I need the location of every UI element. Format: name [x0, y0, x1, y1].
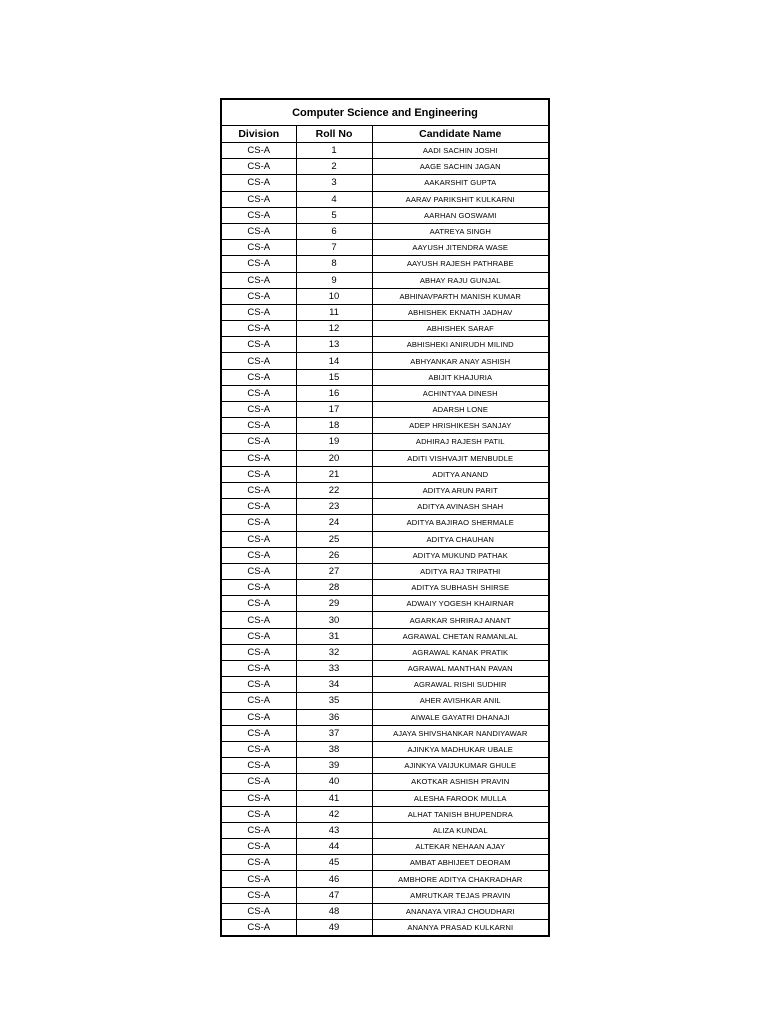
- roll-no-cell: 14: [296, 353, 372, 369]
- candidate-name-cell: ALESHA FAROOK MULLA: [372, 790, 549, 806]
- roll-no-cell: 43: [296, 822, 372, 838]
- candidate-name-cell: ADITYA ARUN PARIT: [372, 482, 549, 498]
- roll-no-cell: 9: [296, 272, 372, 288]
- candidate-name-cell: ABHAY RAJU GUNJAL: [372, 272, 549, 288]
- division-cell: CS-A: [221, 321, 296, 337]
- column-header-division: Division: [221, 126, 296, 143]
- roll-no-cell: 13: [296, 337, 372, 353]
- candidate-name-cell: AJINKYA VAIJUKUMAR GHULE: [372, 758, 549, 774]
- table-row: [221, 531, 549, 547]
- roll-no-cell: 30: [296, 612, 372, 628]
- candidate-name-cell: AGARKAR SHRIRAJ ANANT: [372, 612, 549, 628]
- candidate-name-cell: AAYUSH RAJESH PATHRABE: [372, 256, 549, 272]
- roll-no-cell: 44: [296, 839, 372, 855]
- table-title: Computer Science and Engineering: [221, 99, 549, 126]
- roll-no-cell: 11: [296, 304, 372, 320]
- roll-no-cell: 28: [296, 580, 372, 596]
- candidate-name-cell: AAKARSHIT GUPTA: [372, 175, 549, 191]
- candidate-name-cell: ALIZA KUNDAL: [372, 822, 549, 838]
- roll-no-cell: 18: [296, 418, 372, 434]
- roll-no-cell: 33: [296, 661, 372, 677]
- division-cell: CS-A: [221, 385, 296, 401]
- division-cell: CS-A: [221, 709, 296, 725]
- table-row: [221, 563, 549, 579]
- division-cell: CS-A: [221, 725, 296, 741]
- roll-no-cell: 34: [296, 677, 372, 693]
- division-cell: CS-A: [221, 515, 296, 531]
- candidate-name-cell: AMRUTKAR TEJAS PRAVIN: [372, 887, 549, 903]
- roll-no-cell: 21: [296, 466, 372, 482]
- division-cell: CS-A: [221, 871, 296, 887]
- table-row: [221, 661, 549, 677]
- candidate-name-cell: ABHYANKAR ANAY ASHISH: [372, 353, 549, 369]
- candidate-name-cell: AMBHORE ADITYA CHAKRADHAR: [372, 871, 549, 887]
- division-cell: CS-A: [221, 418, 296, 434]
- roll-no-cell: 37: [296, 725, 372, 741]
- table-header-row: [221, 126, 549, 143]
- division-cell: CS-A: [221, 240, 296, 256]
- roll-no-cell: 10: [296, 288, 372, 304]
- candidate-name-cell: ADITYA CHAUHAN: [372, 531, 549, 547]
- candidate-name-cell: AMBAT ABHIJEET DEORAM: [372, 855, 549, 871]
- candidate-name-cell: ADEP HRISHIKESH SANJAY: [372, 418, 549, 434]
- candidate-name-cell: AAGE SACHIN JAGAN: [372, 159, 549, 175]
- table-row: [221, 806, 549, 822]
- roll-no-cell: 7: [296, 240, 372, 256]
- candidate-name-cell: ADITYA MUKUND PATHAK: [372, 547, 549, 563]
- division-cell: CS-A: [221, 741, 296, 757]
- table-row: [221, 580, 549, 596]
- table-row: [221, 143, 549, 159]
- table-row: [221, 515, 549, 531]
- division-cell: CS-A: [221, 563, 296, 579]
- candidate-name-cell: ABHISHEK SARAF: [372, 321, 549, 337]
- roll-no-cell: 2: [296, 159, 372, 175]
- division-cell: CS-A: [221, 774, 296, 790]
- candidate-name-cell: ADITYA ANAND: [372, 466, 549, 482]
- roll-no-cell: 45: [296, 855, 372, 871]
- division-cell: CS-A: [221, 499, 296, 515]
- roll-no-cell: 22: [296, 482, 372, 498]
- table-row: [221, 175, 549, 191]
- candidate-name-cell: ADITYA SUBHASH SHIRSE: [372, 580, 549, 596]
- division-cell: CS-A: [221, 887, 296, 903]
- roll-no-cell: 8: [296, 256, 372, 272]
- division-cell: CS-A: [221, 644, 296, 660]
- table-body: [221, 143, 549, 937]
- division-cell: CS-A: [221, 628, 296, 644]
- table-row: [221, 774, 549, 790]
- division-cell: CS-A: [221, 903, 296, 919]
- table-row: [221, 644, 549, 660]
- division-cell: CS-A: [221, 806, 296, 822]
- roll-no-cell: 26: [296, 547, 372, 563]
- roll-no-cell: 24: [296, 515, 372, 531]
- table-row: [221, 839, 549, 855]
- roll-no-cell: 42: [296, 806, 372, 822]
- candidate-name-cell: AJAYA SHIVSHANKAR NANDIYAWAR: [372, 725, 549, 741]
- table-row: [221, 790, 549, 806]
- division-cell: CS-A: [221, 839, 296, 855]
- roll-no-cell: 47: [296, 887, 372, 903]
- table-row: [221, 903, 549, 919]
- candidate-name-cell: AGRAWAL RISHI SUDHIR: [372, 677, 549, 693]
- table-row: [221, 418, 549, 434]
- table-row: [221, 191, 549, 207]
- roll-no-cell: 25: [296, 531, 372, 547]
- roll-no-cell: 20: [296, 450, 372, 466]
- candidate-name-cell: ABHISHEKI ANIRUDH MILIND: [372, 337, 549, 353]
- table-row: [221, 321, 549, 337]
- roll-no-cell: 49: [296, 920, 372, 937]
- column-header-candidate-name: Candidate Name: [372, 126, 549, 143]
- candidate-name-cell: ADWAIY YOGESH KHAIRNAR: [372, 596, 549, 612]
- division-cell: CS-A: [221, 256, 296, 272]
- candidate-name-cell: ADARSH LONE: [372, 402, 549, 418]
- candidate-name-cell: ADITYA AVINASH SHAH: [372, 499, 549, 515]
- table-row: [221, 887, 549, 903]
- division-cell: CS-A: [221, 596, 296, 612]
- roll-no-cell: 4: [296, 191, 372, 207]
- table-row: [221, 628, 549, 644]
- roll-no-cell: 6: [296, 223, 372, 239]
- division-cell: CS-A: [221, 547, 296, 563]
- division-cell: CS-A: [221, 402, 296, 418]
- table-row: [221, 855, 549, 871]
- table-row: [221, 596, 549, 612]
- division-cell: CS-A: [221, 434, 296, 450]
- division-cell: CS-A: [221, 223, 296, 239]
- candidate-name-cell: AKOTKAR ASHISH PRAVIN: [372, 774, 549, 790]
- division-cell: CS-A: [221, 143, 296, 159]
- candidate-name-cell: AGRAWAL MANTHAN PAVAN: [372, 661, 549, 677]
- table-row: [221, 758, 549, 774]
- roll-no-cell: 5: [296, 207, 372, 223]
- candidate-name-cell: ACHINTYAA DINESH: [372, 385, 549, 401]
- division-cell: CS-A: [221, 450, 296, 466]
- candidate-name-cell: AJINKYA MADHUKAR UBALE: [372, 741, 549, 757]
- division-cell: CS-A: [221, 920, 296, 937]
- candidate-name-cell: AGRAWAL KANAK PRATIK: [372, 644, 549, 660]
- table-row: [221, 709, 549, 725]
- roll-no-cell: 40: [296, 774, 372, 790]
- candidate-name-cell: AARHAN GOSWAMI: [372, 207, 549, 223]
- roll-no-cell: 39: [296, 758, 372, 774]
- table-row: [221, 272, 549, 288]
- candidate-name-cell: ABHISHEK EKNATH JADHAV: [372, 304, 549, 320]
- table-row: [221, 693, 549, 709]
- division-cell: CS-A: [221, 822, 296, 838]
- candidate-name-cell: ADITYA BAJIRAO SHERMALE: [372, 515, 549, 531]
- table-row: [221, 207, 549, 223]
- division-cell: CS-A: [221, 482, 296, 498]
- table-row: [221, 920, 549, 937]
- table-row: [221, 385, 549, 401]
- candidate-name-cell: ALHAT TANISH BHUPENDRA: [372, 806, 549, 822]
- division-cell: CS-A: [221, 531, 296, 547]
- table-row: [221, 434, 549, 450]
- roll-no-cell: 19: [296, 434, 372, 450]
- roll-no-cell: 1: [296, 143, 372, 159]
- division-cell: CS-A: [221, 191, 296, 207]
- candidate-name-cell: ABIJIT KHAJURIA: [372, 369, 549, 385]
- division-cell: CS-A: [221, 790, 296, 806]
- roll-no-cell: 38: [296, 741, 372, 757]
- roll-no-cell: 32: [296, 644, 372, 660]
- division-cell: CS-A: [221, 758, 296, 774]
- division-cell: CS-A: [221, 466, 296, 482]
- division-cell: CS-A: [221, 304, 296, 320]
- candidate-name-cell: AARAV PARIKSHIT KULKARNI: [372, 191, 549, 207]
- table-row: [221, 353, 549, 369]
- division-cell: CS-A: [221, 612, 296, 628]
- table-row: [221, 223, 549, 239]
- candidate-table: [220, 98, 550, 937]
- division-cell: CS-A: [221, 288, 296, 304]
- table-row: [221, 369, 549, 385]
- roll-no-cell: 16: [296, 385, 372, 401]
- table-row: [221, 871, 549, 887]
- table-row: [221, 741, 549, 757]
- division-cell: CS-A: [221, 175, 296, 191]
- candidate-name-cell: AGRAWAL CHETAN RAMANLAL: [372, 628, 549, 644]
- roll-no-cell: 36: [296, 709, 372, 725]
- division-cell: CS-A: [221, 337, 296, 353]
- candidate-name-cell: AATREYA SINGH: [372, 223, 549, 239]
- table-row: [221, 256, 549, 272]
- division-cell: CS-A: [221, 855, 296, 871]
- table-row: [221, 499, 549, 515]
- division-cell: CS-A: [221, 661, 296, 677]
- roll-no-cell: 35: [296, 693, 372, 709]
- roll-no-cell: 15: [296, 369, 372, 385]
- column-header-roll-no: Roll No: [296, 126, 372, 143]
- table-row: [221, 677, 549, 693]
- roll-no-cell: 12: [296, 321, 372, 337]
- table-row: [221, 159, 549, 175]
- roll-no-cell: 41: [296, 790, 372, 806]
- table-title-row: [221, 99, 549, 126]
- candidate-name-cell: ABHINAVPARTH MANISH KUMAR: [372, 288, 549, 304]
- table-row: [221, 822, 549, 838]
- candidate-name-cell: ADITI VISHVAJIT MENBUDLE: [372, 450, 549, 466]
- candidate-name-cell: AHER AVISHKAR ANIL: [372, 693, 549, 709]
- candidate-name-cell: AADI SACHIN JOSHI: [372, 143, 549, 159]
- division-cell: CS-A: [221, 693, 296, 709]
- roll-no-cell: 3: [296, 175, 372, 191]
- table-row: [221, 612, 549, 628]
- roll-no-cell: 48: [296, 903, 372, 919]
- division-cell: CS-A: [221, 580, 296, 596]
- table-row: [221, 288, 549, 304]
- table-row: [221, 725, 549, 741]
- roll-no-cell: 46: [296, 871, 372, 887]
- roll-no-cell: 31: [296, 628, 372, 644]
- roll-no-cell: 17: [296, 402, 372, 418]
- candidate-name-cell: ANANAYA VIRAJ CHOUDHARI: [372, 903, 549, 919]
- table-row: [221, 337, 549, 353]
- division-cell: CS-A: [221, 159, 296, 175]
- candidate-name-cell: AIWALE GAYATRI DHANAJI: [372, 709, 549, 725]
- division-cell: CS-A: [221, 207, 296, 223]
- table-row: [221, 402, 549, 418]
- table-row: [221, 450, 549, 466]
- candidate-name-cell: ANANYA PRASAD KULKARNI: [372, 920, 549, 937]
- table-row: [221, 304, 549, 320]
- candidate-name-cell: ADHIRAJ RAJESH PATIL: [372, 434, 549, 450]
- document-sheet: [220, 98, 548, 937]
- table-row: [221, 240, 549, 256]
- table-row: [221, 466, 549, 482]
- roll-no-cell: 27: [296, 563, 372, 579]
- candidate-name-cell: ADITYA RAJ TRIPATHI: [372, 563, 549, 579]
- division-cell: CS-A: [221, 353, 296, 369]
- roll-no-cell: 23: [296, 499, 372, 515]
- roll-no-cell: 29: [296, 596, 372, 612]
- table-row: [221, 547, 549, 563]
- division-cell: CS-A: [221, 677, 296, 693]
- candidate-name-cell: AAYUSH JITENDRA WASE: [372, 240, 549, 256]
- candidate-name-cell: ALTEKAR NEHAAN AJAY: [372, 839, 549, 855]
- division-cell: CS-A: [221, 272, 296, 288]
- division-cell: CS-A: [221, 369, 296, 385]
- table-row: [221, 482, 549, 498]
